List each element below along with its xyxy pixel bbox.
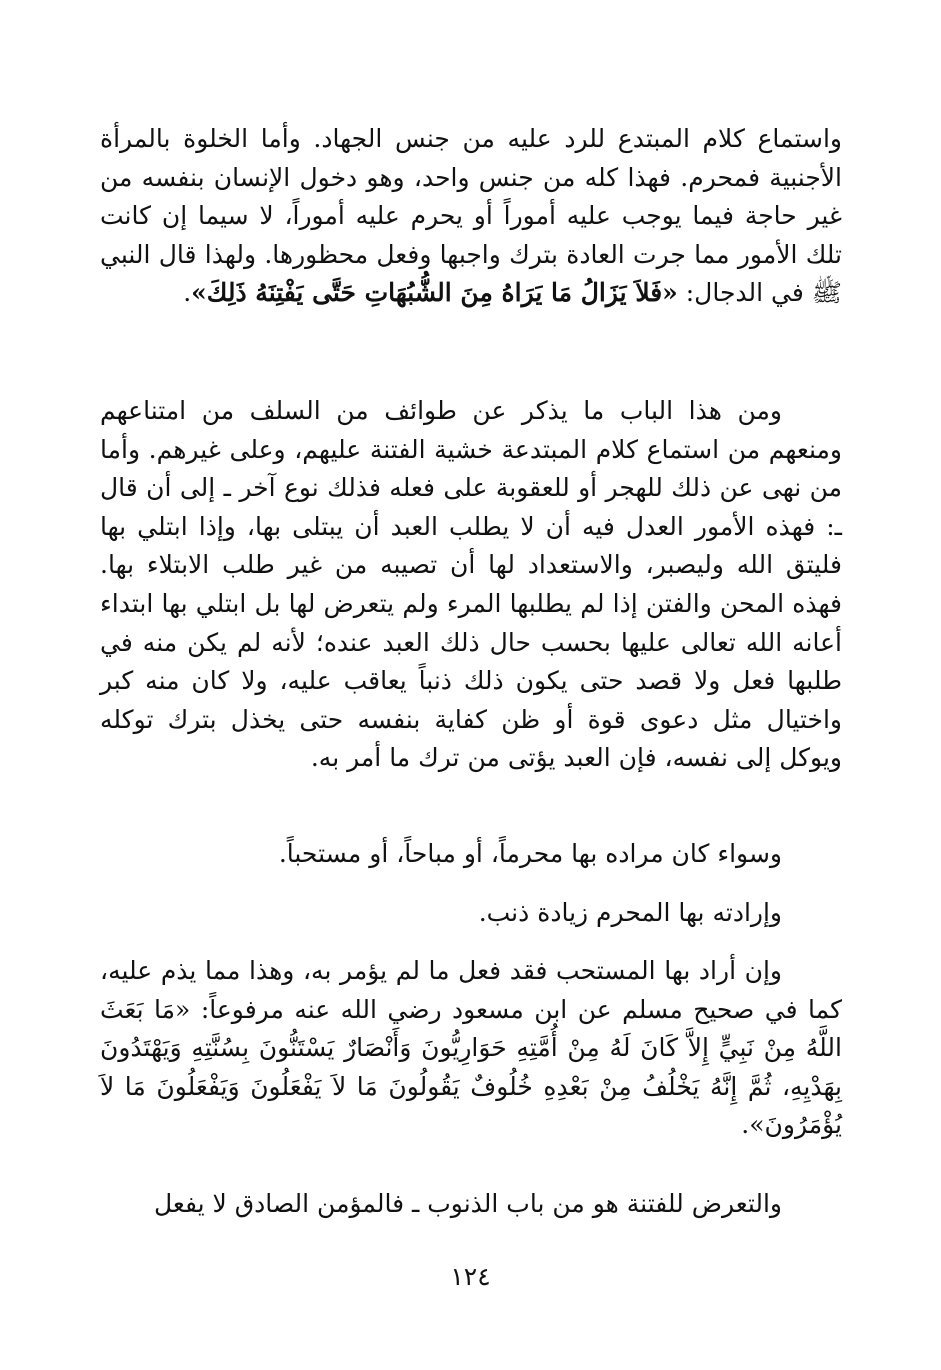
page-number: ١٢٤ <box>450 1262 491 1291</box>
paragraph-1-end: . <box>183 278 192 308</box>
paragraph-3-text: وسواء كان مراده بها محرماً، أو مباحاً، أو مستحباً. <box>278 839 782 868</box>
paragraph-1-text <box>100 120 842 313</box>
paragraph-2 <box>100 392 842 778</box>
paragraph-1-body: واستماع كلام المبتدع للرد عليه من جنس الجهاد. وأما الخلوة بالمرأة الأجنبية فمحرم. فهذا كله من جنس واحد، وهو دخول الإنسان بنفسه من غير حاجة فيما يوجب عليه أموراً أو يحرم عليه أموراً، لا سيما إن كانت تلك الأمور مما جرت العادة بترك واجبها وفعل محظورها. ولهذا قال النبي ﷺ في الدجال: <box>100 124 842 308</box>
paragraph-5-text: وإن أراد بها المستحب فقد فعل ما لم يؤمر به، وهذا مما يذم عليه، كما في صحيح مسلم عن ابن مسعود رضي الله عنه مرفوعاً: «مَا بَعَثَ اللَّهُ مِنْ نَبِيٍّ إِلاَّ كَانَ لَهُ مِنْ أُمَّتِهِ حَوَارِيُّونَ وَأَنْصَارٌ يَسْتَنُّونَ بِسُنَّتِهِ وَيَهْتَدُونَ بِهَدْيِهِ، ثُمَّ إِنَّهُ يَخْلُفُ مِنْ بَعْدِهِ خُلُوفٌ يَقُولُونَ مَا لاَ يَفْعَلُونَ وَيَفْعَلُونَ مَا لاَ يُؤْمَرُونَ». <box>100 956 842 1140</box>
paragraph-1 <box>100 120 842 313</box>
hadith-quote-dajjal: «فَلاَ يَزَالُ مَا يَرَاهُ مِنَ الشُّبُهَاتِ حَتَّى يَفْتِنَهُ ذَلِكَ» <box>191 278 678 308</box>
paragraph-4-text: وإرادته بها المحرم زيادة ذنب. <box>478 898 782 927</box>
paragraph-2-text: ومن هذا الباب ما يذكر عن طوائف من السلف من امتناعهم ومنعهم من استماع كلام المبتدعة خشية الفتنة عليهم، وعلى غيرهم. وأما من نهى عن ذلك للهجر أو للعقوبة على فعله فذلك نوع آخر ـ إلى أن قال ـ: فهذه الأمور العدل فيه أن لا يطلب العبد أن يبتلى بها، وإذا ابتلي بها فليتق الله وليصبر، والاستعداد لها أن تصيبه من غير طلب الابتلاء بها. فهذه المحن والفتن إذا لم يطلبها المرء ولم يتعرض لها بل ابتلي بها ابتداء أعانه الله تعالى عليها بحسب حال ذلك العبد عنده؛ لأنه لم يكن منه في طلبها فعل ولا قصد حتى يكون ذلك ذنباً يعاقب عليه، ولا كان منه كبر واختيال مثل دعوى قوة أو ظن كفاية بنفسه حتى يخذل بترك توكله ويوكل إلى نفسه، فإن العبد يؤتى من ترك ما أمر به. <box>100 396 842 773</box>
paragraph-6-text: والتعرض للفتنة هو من باب الذنوب ـ فالمؤمن الصادق لا يفعل <box>153 1189 782 1218</box>
paragraph-6 <box>100 1185 842 1224</box>
paragraph-5 <box>100 952 842 1145</box>
paragraph-3 <box>100 835 842 874</box>
paragraph-4 <box>100 894 842 933</box>
